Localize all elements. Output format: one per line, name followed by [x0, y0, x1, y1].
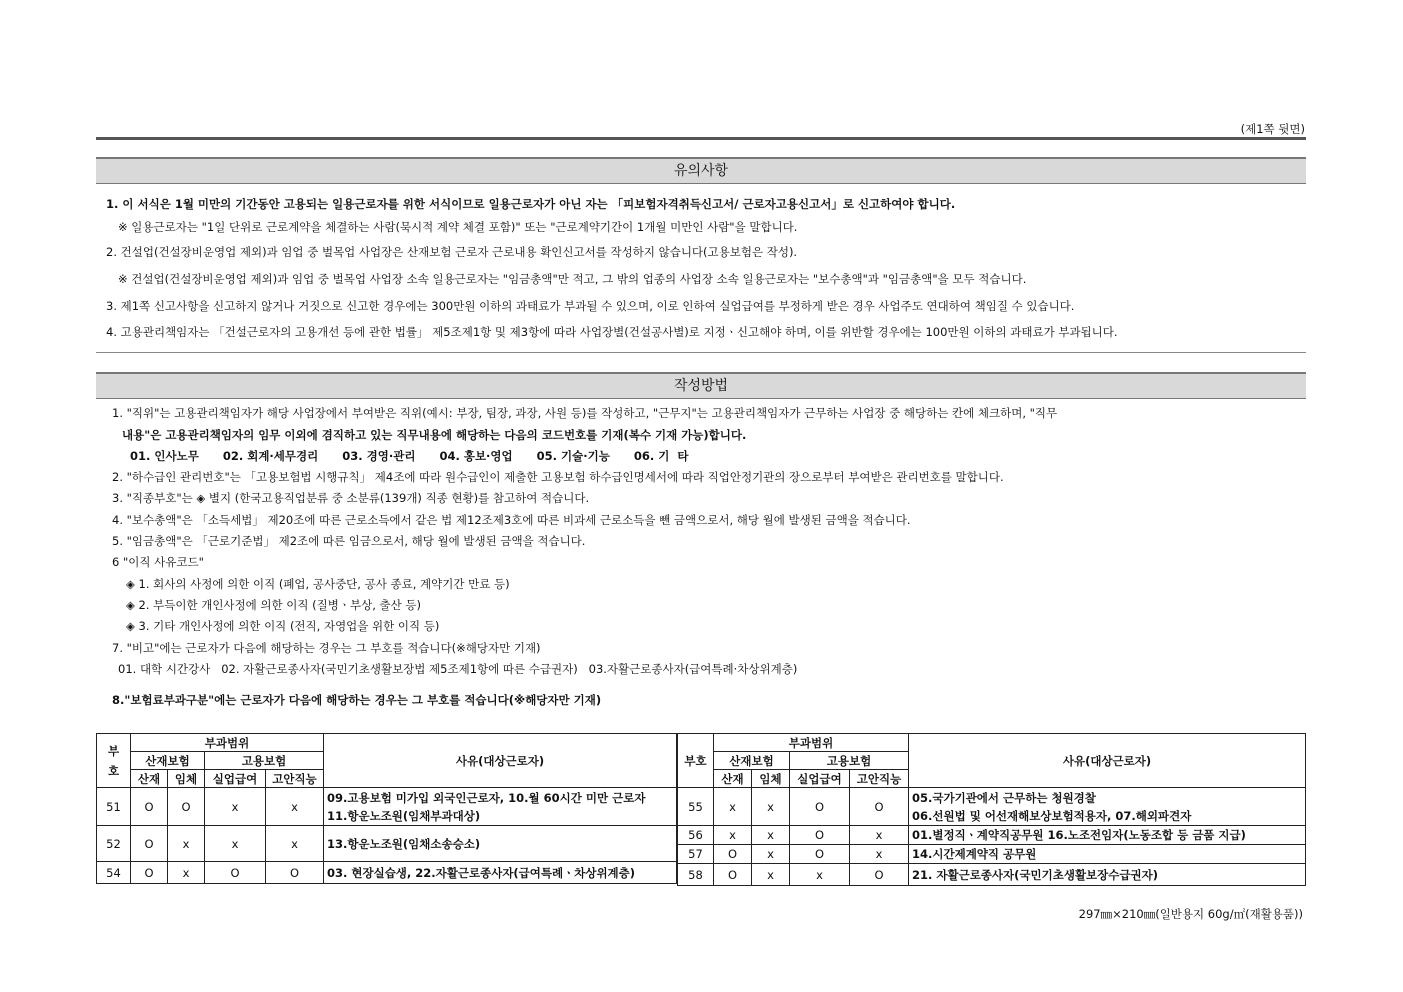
table-row	[97, 862, 677, 884]
goyong-header: 고용보험	[205, 752, 324, 770]
sanjae-sub-header: 산재	[714, 770, 752, 788]
reason-line: 11.항운노조원(임채부과대상)	[327, 808, 481, 823]
silup-sub-header: 실업급여	[790, 770, 850, 788]
row-reason	[324, 862, 677, 884]
method-item-5: 5. "임금총액"은 「근로기준법」 제2조에 따른 임금으로서, 해당 월에 발생된 금액을 적습니다.	[112, 534, 586, 548]
row-code: 54	[97, 862, 131, 884]
cell-goan: O	[850, 788, 909, 826]
notes-item-1-remark: ※ 일용근로자는 "1일 단위로 근로계약을 체결하는 사람(묵시적 계약 체결 포함)" 또는 "근로계약기간이 1개월 미만인 사람"을 말합니다.	[118, 220, 798, 234]
reason-line: 03. 현장실습생, 22.자활근로종사자(급여특례ㆍ차상위계층)	[327, 865, 636, 880]
notes-title: 유의사항	[96, 157, 1306, 184]
cell-silup: O	[205, 862, 266, 884]
method-item-7: 7. "비고"에는 근로자가 다음에 해당하는 경우는 그 부호를 적습니다(※해당자만 기재)	[112, 641, 541, 655]
row-reason	[909, 788, 1306, 826]
row-code: 52	[97, 826, 131, 862]
table-row	[97, 788, 677, 826]
code-header: 부호	[678, 734, 714, 788]
notes-item-1: 1. 이 서식은 1월 미만의 기간동안 고용되는 일용근로자를 위한 서식이므로 일용근로자가 아닌 자는 「피보험자격취득신고서/ 근로자고용신고서」로 신고하여야 합니다.	[106, 197, 956, 211]
sanjae-sub-header: 산재	[131, 770, 168, 788]
imche-sub-header: 임체	[752, 770, 790, 788]
cell-imche: x	[752, 826, 790, 845]
table-row	[678, 826, 1306, 845]
cell-silup: O	[790, 788, 850, 826]
reason-line: 13.항운노조원(임채소송승소)	[327, 836, 481, 851]
method-item-6: 6 "이직 사유코드"	[112, 555, 204, 569]
cell-goan: x	[850, 826, 909, 845]
row-reason	[324, 826, 677, 862]
cell-silup: x	[205, 788, 266, 826]
row-code: 51	[97, 788, 131, 826]
method-item-1-cont: 내용"은 고용관리책임자의 임무 이외에 겸직하고 있는 직무내용에 해당하는 다음의 코드번호를 기재(복수 기재 가능)합니다.	[122, 428, 747, 442]
row-code: 55	[678, 788, 714, 826]
section-divider	[96, 352, 1306, 353]
reason-line: 21. 자활근로종사자(국민기초생활보장수급권자)	[912, 867, 1158, 882]
method-item-6-code-2: ◈ 2. 부득이한 개인사정에 의한 이직 (질병ㆍ부상, 출산 등)	[126, 598, 421, 612]
sanjae-header: 산재보험	[131, 752, 205, 770]
method-item-8: 8."보험료부과구분"에는 근로자가 다음에 해당하는 경우는 그 부호를 적습니다(※해당자만 기재)	[112, 693, 602, 707]
row-reason	[909, 864, 1306, 886]
imche-sub-header: 임체	[168, 770, 205, 788]
cell-sanjae: O	[131, 826, 168, 862]
sanjae-header: 산재보험	[714, 752, 790, 770]
method-item-4: 4. "보수총액"은 「소득세법」 제20조에 따른 근로소득에서 같은 법 제12조제3호에 따른 비과세 근로소득을 뺀 금액으로서, 해당 월에 발생된 금액을 적습니다.	[112, 513, 911, 527]
cell-sanjae: x	[714, 826, 752, 845]
insurance-table-left	[96, 733, 677, 884]
row-reason	[909, 845, 1306, 864]
notes-item-4: 4. 고용관리책임자는 「건설근로자의 고용개선 등에 관한 법률」 제5조제1항 및 제3항에 따라 사업장별(건설공사별)로 지정ㆍ신고해야 하며, 이를 위반할 경우에는 100만원 이하의 과태료가 부과됩니다.	[106, 325, 1118, 339]
method-item-2: 2. "하수급인 관리번호"는 「고용보험법 시행규칙」 제4조에 따라 원수급인이 제출한 고용보험 하수급인명세서에 따라 직업안정기관의 장으로부터 부여받은 관리번호를 말합니다.	[112, 470, 1004, 484]
row-reason	[324, 788, 677, 826]
reason-header: 사유(대상근로자)	[324, 734, 677, 788]
table-row	[678, 788, 1306, 826]
method-item-6-code-1: ◈ 1. 회사의 사정에 의한 이직 (폐업, 공사중단, 공사 종료, 계약기간 만료 등)	[126, 577, 510, 591]
row-code: 56	[678, 826, 714, 845]
page-label: (제1쪽 뒷면)	[1240, 122, 1305, 136]
cell-goan: O	[266, 862, 324, 884]
method-item-1: 1. "직위"는 고용관리책임자가 해당 사업장에서 부여받은 직위(예시: 부장, 팀장, 과장, 사원 등)를 작성하고, "근무지"는 고용관리책임자가 근무하는 사업장 중 해당하는 칸에 체크하며, "직무	[112, 406, 1058, 420]
notes-item-2: 2. 건설업(건설장비운영업 제외)과 임업 중 벌목업 사업장은 산재보험 근로자 근로내용 확인신고서를 작성하지 않습니다(고용보험은 작성).	[106, 245, 798, 259]
reason-line: 14.시간제계약직 공무원	[912, 847, 1037, 861]
row-code: 57	[678, 845, 714, 864]
cell-goan: O	[850, 864, 909, 886]
code-header: 부 호	[97, 734, 131, 788]
cell-imche: x	[752, 788, 790, 826]
paper-spec-footer: 297㎜×210㎜(일반용지 60g/㎡(재활용품))	[1078, 907, 1303, 921]
method-item-3: 3. "직종부호"는 ◈ 별지 (한국고용직업분류 중 소분류(139개) 직종 현황)를 참고하여 적습니다.	[112, 491, 590, 505]
cell-sanjae: O	[714, 845, 752, 864]
reason-header: 사유(대상근로자)	[909, 734, 1306, 788]
cell-imche: x	[752, 845, 790, 864]
table-row	[678, 864, 1306, 886]
reason-line: 05.국가기관에서 근무하는 청원경찰	[912, 790, 1096, 805]
method-item-7-codes: 01. 대학 시간강사 02. 자활근로종사자(국민기초생활보장법 제5조제1항에 따른 수급권자) 03.자활근로종사자(급여특례·차상위계층)	[118, 662, 798, 676]
cell-silup: x	[205, 826, 266, 862]
row-reason	[909, 826, 1306, 845]
cell-silup: O	[790, 845, 850, 864]
cell-sanjae: O	[131, 862, 168, 884]
cell-imche: x	[168, 826, 205, 862]
goyong-header: 고용보험	[790, 752, 909, 770]
reason-line: 06.선원법 및 어선재해보상보험적용자, 07.해외파견자	[912, 808, 1192, 823]
cell-imche: O	[168, 788, 205, 826]
scope-header: 부과범위	[131, 734, 324, 752]
scope-header: 부과범위	[714, 734, 909, 752]
notes-item-2-remark: ※ 건설업(건설장비운영업 제외)과 임업 중 벌목업 사업장 소속 일용근로자는 "임금총액"만 적고, 그 밖의 업종의 사업장 소속 일용근로자는 "보수총액"과 "임금총액"을 모두 적습니다.	[118, 272, 1027, 286]
top-divider	[96, 137, 1306, 140]
goan-sub-header: 고안직능	[850, 770, 909, 788]
method-title: 작성방법	[96, 372, 1306, 399]
cell-imche: x	[168, 862, 205, 884]
table-row	[97, 826, 677, 862]
silup-sub-header: 실업급여	[205, 770, 266, 788]
cell-sanjae: O	[131, 788, 168, 826]
table-row	[678, 845, 1306, 864]
row-code: 58	[678, 864, 714, 886]
insurance-table-right	[677, 733, 1306, 886]
cell-goan: x	[266, 826, 324, 862]
reason-line: 01.별정직ㆍ계약직공무원 16.노조전임자(노동조합 등 금품 지급)	[912, 828, 1246, 842]
reason-line: 09.고용보험 미가입 외국인근로자, 10.월 60시간 미만 근로자	[327, 790, 646, 805]
cell-sanjae: x	[714, 788, 752, 826]
notes-item-3: 3. 제1쪽 신고사항을 신고하지 않거나 거짓으로 신고한 경우에는 300만원 이하의 과태료가 부과될 수 있으며, 이로 인하여 실업급여를 부정하게 받은 경우 사업주도 연대하여 책임질 수 있습니다.	[106, 299, 1075, 313]
cell-sanjae: O	[714, 864, 752, 886]
cell-imche: x	[752, 864, 790, 886]
method-item-6-code-3: ◈ 3. 기타 개인사정에 의한 이직 (전직, 자영업을 위한 이직 등)	[126, 619, 440, 633]
cell-silup: x	[790, 864, 850, 886]
goan-sub-header: 고안직능	[266, 770, 324, 788]
cell-goan: x	[850, 845, 909, 864]
cell-goan: x	[266, 788, 324, 826]
method-job-codes: 01. 인사노무 02. 회계·세무경리 03. 경영·관리 04. 홍보·영업 05. 기술·기능 06. 기 타	[130, 449, 689, 463]
cell-silup: O	[790, 826, 850, 845]
